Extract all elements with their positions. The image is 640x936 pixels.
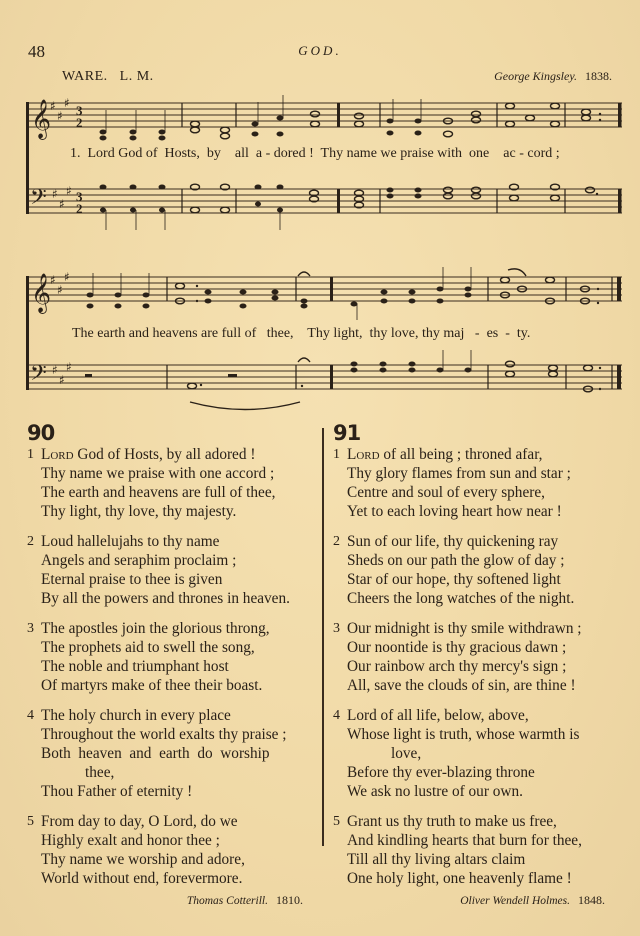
- running-head: GOD.: [298, 43, 342, 58]
- score-staves-2: [0, 262, 640, 422]
- verse-line: The apostles join the glorious throng,: [41, 620, 270, 637]
- verse-line: Thy name we worship and adore,: [41, 851, 245, 868]
- hymn-90: [27, 421, 317, 911]
- verse-line: Throughout the world exalts thy praise ;: [41, 726, 287, 743]
- hymn-author: [333, 891, 605, 911]
- verse-line: Till all thy living altars claim: [347, 851, 526, 868]
- stanza-number: 2: [27, 534, 34, 549]
- verse-line: Thy name we praise with one accord ;: [41, 465, 275, 482]
- stanza-1: [333, 445, 623, 521]
- verse-line: Thou Father of eternity !: [41, 783, 193, 800]
- author-year: 1810.: [276, 893, 303, 907]
- svg-text:♯: ♯: [50, 99, 56, 113]
- verse-line: Grant us thy truth to make us free,: [347, 813, 557, 830]
- svg-text:𝄢: 𝄢: [30, 185, 47, 215]
- svg-text:♯: ♯: [64, 96, 70, 110]
- svg-text:2: 2: [76, 115, 83, 130]
- verse-line: Sun of our life, thy quickening ray: [347, 533, 559, 550]
- verse-line: Both heaven and earth do worship: [41, 745, 270, 762]
- svg-text:3: 3: [76, 103, 83, 118]
- stanza-number: 4: [27, 708, 34, 723]
- stanza-number: 5: [333, 814, 340, 829]
- stanza-number: 2: [333, 534, 340, 549]
- author-name: Thomas Cotterill.: [186, 895, 268, 907]
- svg-text:3: 3: [76, 189, 83, 204]
- verse-line: Of martyrs make of thee their boast.: [41, 677, 263, 694]
- hymn-number: 90: [27, 421, 55, 445]
- lyric-line-1: 1. Lord God of Hosts, by all a - dored ! Thy name we praise with one ac - cord ;: [70, 146, 560, 161]
- svg-text:♯: ♯: [59, 197, 65, 211]
- verse-line: Cheers the long watches of the night.: [347, 590, 575, 607]
- verse-line: Before thy ever-blazing throne: [347, 764, 535, 781]
- verse-line: The holy church in every place: [41, 707, 231, 724]
- stanza-number: 1: [333, 447, 340, 462]
- svg-text:♯: ♯: [52, 187, 58, 201]
- stanza-3: [27, 619, 317, 695]
- verse-line: Thy light, thy love, thy majesty.: [41, 503, 237, 520]
- stanza-2: [333, 532, 623, 608]
- music-system-2: [0, 262, 640, 422]
- stanza-5: [333, 812, 623, 888]
- verse-line: We ask no lustre of our own.: [347, 783, 523, 800]
- stanza-4: [333, 706, 623, 801]
- composer-credit: [494, 69, 612, 84]
- svg-text:♯: ♯: [64, 270, 70, 284]
- hymn-author: [27, 891, 303, 911]
- stanza-number: 3: [27, 621, 34, 636]
- stanza-number: 5: [27, 814, 34, 829]
- verse-line: From day to day, O Lord, do we: [41, 813, 238, 830]
- hymn-91: [333, 421, 623, 911]
- verse-line: Our rainbow arch thy mercy's sign ;: [347, 658, 567, 675]
- verse-line: All, save the clouds of sin, are thine !: [347, 677, 576, 694]
- hymn-number: 91: [333, 421, 361, 445]
- svg-text:♯: ♯: [57, 283, 63, 297]
- column-divider: [322, 428, 324, 846]
- stanza-number: 1: [27, 447, 34, 462]
- page-number: 48: [28, 42, 45, 61]
- composer-year: 1838.: [585, 69, 612, 83]
- svg-text:♯: ♯: [57, 109, 63, 123]
- composer-name: George Kingsley.: [494, 69, 577, 83]
- stanza-4: [27, 706, 317, 801]
- verse-line-continuation: love,: [391, 745, 422, 762]
- stanza-2: [27, 532, 317, 608]
- svg-text:𝄞: 𝄞: [31, 273, 52, 313]
- svg-text:♯: ♯: [66, 360, 72, 374]
- verse-line: World without end, forevermore.: [41, 870, 243, 887]
- score-staves-1: [0, 90, 640, 240]
- tune-name: WARE. L. M.: [62, 69, 154, 84]
- svg-text:♯: ♯: [66, 184, 72, 198]
- verse-line: Lord God of Hosts, by all adored !: [41, 446, 256, 463]
- verse-line: Thy glory flames from sun and star ;: [347, 465, 571, 482]
- verse-line: The prophets aid to swell the song,: [41, 639, 255, 656]
- verse-line: Lord of all life, below, above,: [347, 707, 529, 724]
- svg-text:𝄢: 𝄢: [30, 361, 47, 391]
- verse-line: By all the powers and thrones in heaven.: [41, 590, 290, 607]
- verse-line: Sheds on our path the glow of day ;: [347, 552, 565, 569]
- verse-line-continuation: thee,: [85, 764, 115, 781]
- lyric-line-2: The earth and heavens are full of thee, Thy light, thy love, thy maj - es - ty.: [72, 326, 531, 341]
- verse-line: Yet to each loving heart how near !: [347, 503, 562, 520]
- verse-line: Star of our hope, thy softened light: [347, 571, 561, 588]
- author-year: 1848.: [578, 893, 605, 907]
- verse-line: The noble and triumphant host: [41, 658, 229, 675]
- verse-line: The earth and heavens are full of thee,: [41, 484, 276, 501]
- verse-line: Whose light is truth, whose warmth is: [347, 726, 580, 743]
- svg-text:♯: ♯: [52, 363, 58, 377]
- svg-text:♯: ♯: [50, 273, 56, 287]
- stanza-1: [27, 445, 317, 521]
- verse-line: Loud hallelujahs to thy name: [41, 533, 220, 550]
- verse-line: And kindling hearts that burn for thee,: [347, 832, 582, 849]
- stanza-number: 3: [333, 621, 340, 636]
- stanza-number: 4: [333, 708, 340, 723]
- verse-line: Highly exalt and honor thee ;: [41, 832, 220, 849]
- author-name: Oliver Wendell Holmes.: [460, 895, 570, 907]
- verse-line: Our noontide is thy gracious dawn ;: [347, 639, 567, 656]
- verse-line: Angels and seraphim proclaim ;: [41, 552, 237, 569]
- verse-line: Centre and soul of every sphere,: [347, 484, 545, 501]
- stanza-5: [27, 812, 317, 888]
- svg-text:𝄞: 𝄞: [31, 99, 52, 139]
- verse-line: Lord of all being ; throned afar,: [347, 446, 543, 463]
- music-system-1: [0, 90, 640, 240]
- stanza-3: [333, 619, 623, 695]
- svg-text:♯: ♯: [59, 373, 65, 387]
- svg-text:2: 2: [76, 201, 83, 216]
- verse-line: Our midnight is thy smile withdrawn ;: [347, 620, 582, 637]
- verse-line: Eternal praise to thee is given: [41, 571, 223, 588]
- verse-line: One holy light, one heavenly flame !: [347, 870, 572, 887]
